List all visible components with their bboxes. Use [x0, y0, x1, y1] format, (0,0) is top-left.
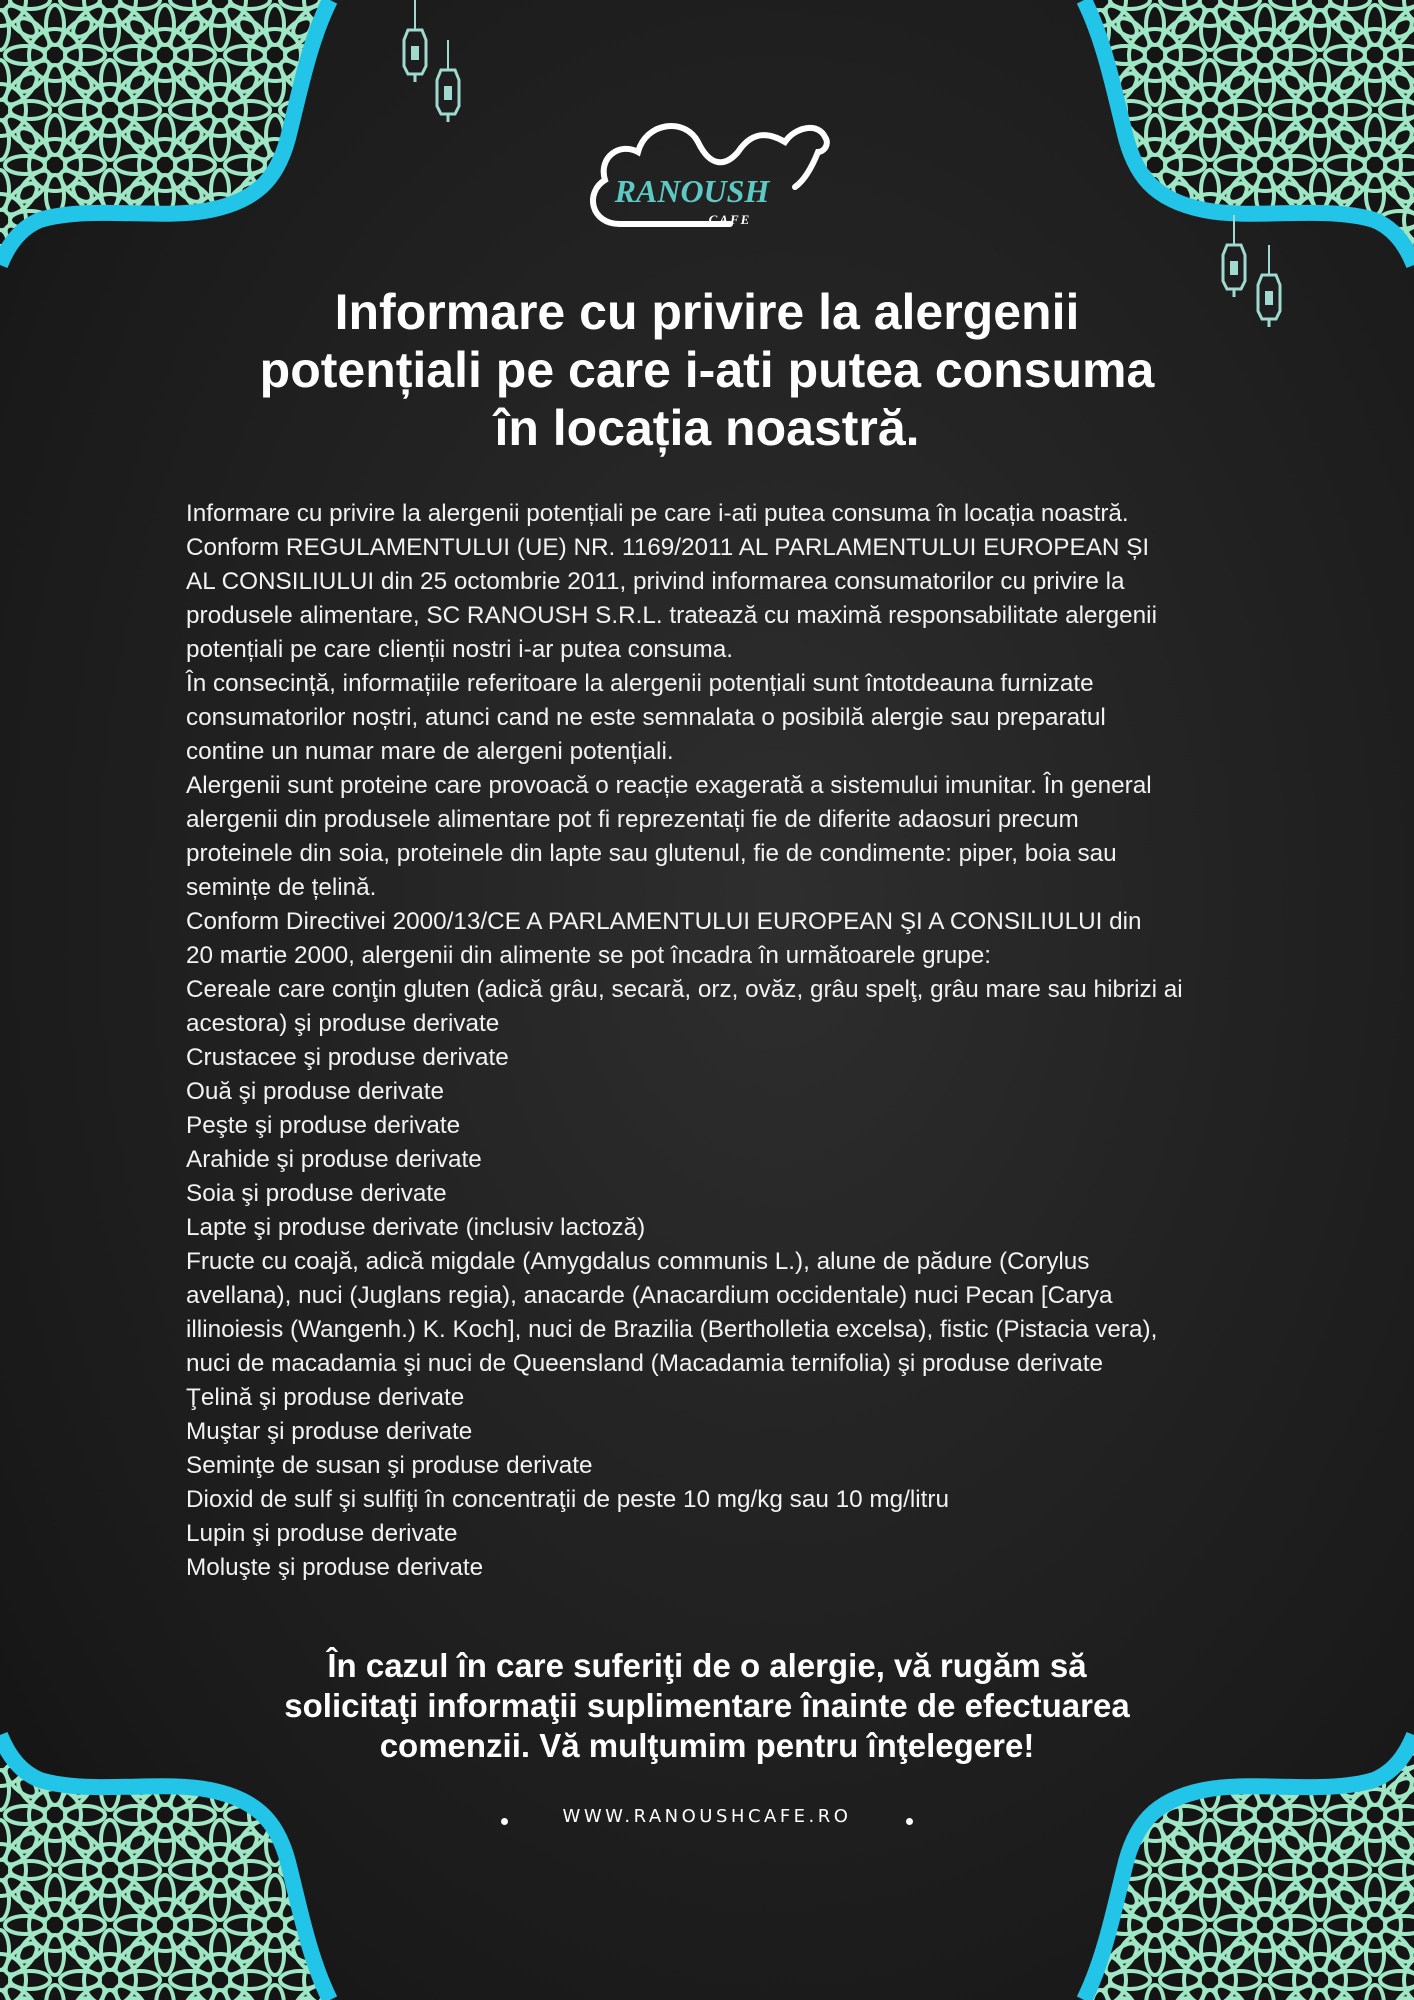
body-line: În consecință, informațiile referitoare la alergenii potențiali sunt întotdeauna furnizate [186, 670, 1094, 697]
body-line: produsele alimentare, SC RANOUSH S.R.L. tratează cu maximă responsabilitate alergenii [186, 602, 1157, 629]
title-line: potențiali pe care i-ati putea consuma [259, 342, 1155, 398]
allergen-info-text [186, 497, 1246, 1585]
allergen-item: illinoiesis (Wangenh.) K. Koch], nuci de Brazilia (Bertholletia excelsa), fistic (Pistacia vera), [186, 1316, 1158, 1343]
title-line: în locația noastră. [494, 400, 920, 456]
body-line: potențiali pe care clienții nostri i-ar putea consuma. [186, 636, 733, 663]
closing-line: comenzii. Vă mulţumim pentru înţelegere! [379, 1727, 1035, 1764]
body-line: Conform REGULAMENTULUI (UE) NR. 1169/2011 AL PARLAMENTULUI EUROPEAN ȘI [186, 534, 1150, 561]
closing-note [200, 1646, 1214, 1766]
bullet-dot [906, 1818, 913, 1825]
page-title [200, 283, 1214, 457]
allergen-item: Fructe cu coajă, adică migdale (Amygdalus communis L.), alune de pădure (Corylus [186, 1248, 1090, 1275]
body-line: contine un numar mare de alergeni potențiali. [186, 738, 674, 765]
allergen-item: avellana), nuci (Juglans regia), anacarde (Anacardium occidentale) nuci Pecan [Carya [186, 1282, 1113, 1309]
allergen-item: Arahide şi produse derivate [186, 1146, 482, 1173]
allergen-item: Cereale care conţin gluten (adică grâu, secară, orz, ovăz, grâu spelţ, grâu mare sau hibrizi ai [186, 976, 1183, 1003]
lantern-icon [404, 0, 426, 82]
website-link[interactable]: WWW.RANOUSHCAFE.RO [562, 1806, 852, 1827]
body-line: semințe de țelină. [186, 874, 377, 901]
allergen-item: Peşte şi produse derivate [186, 1112, 461, 1139]
body-line: proteinele din soia, proteinele din lapte sau glutenul, fie de condimente: piper, boia sau [186, 840, 1117, 867]
body-line: alergenii din produsele alimentare pot fi reprezentați fie de diferite adaosuri precum [186, 806, 1079, 833]
allergen-item: Seminţe de susan şi produse derivate [186, 1452, 593, 1479]
closing-line: solicitaţi informaţii suplimentare înainte de efectuarea [284, 1687, 1130, 1724]
body-line: Informare cu privire la alergenii potențiali pe care i-ati putea consuma în locația noastră. [186, 500, 1129, 527]
title-line: Informare cu privire la alergenii [334, 284, 1080, 340]
allergen-item: Crustacee şi produse derivate [186, 1044, 509, 1071]
logo-sub: CAFE [708, 212, 752, 227]
allergen-item: Dioxid de sulf şi sulfiţi în concentraţii de peste 10 mg/kg sau 10 mg/litru [186, 1486, 950, 1513]
body-line: consumatorilor noștri, atunci cand ne este semnalata o posibilă alergie sau preparatul [186, 704, 1106, 731]
lantern-icon [1258, 245, 1280, 327]
allergen-item: Ouă şi produse derivate [186, 1078, 444, 1105]
lantern-icon [437, 40, 459, 122]
allergen-item: Moluşte şi produse derivate [186, 1554, 484, 1581]
closing-line: În cazul în care suferiţi de o alergie, vă rugăm să [327, 1647, 1087, 1684]
lantern-icon [1223, 215, 1245, 297]
allergen-item: Ţelină şi produse derivate [186, 1384, 465, 1411]
allergen-item: Soia şi produse derivate [186, 1180, 447, 1207]
body-line: Alergenii sunt proteine care provoacă o reacție exagerată a sistemului imunitar. În general [186, 772, 1152, 799]
logo-name: RANOUSH [614, 173, 770, 209]
allergen-item: Lapte şi produse derivate (inclusiv lactoză) [186, 1214, 646, 1241]
body-line: 20 martie 2000, alergenii din alimente se pot încadra în următoarele grupe: [186, 942, 991, 969]
ranoush-logo [580, 112, 840, 237]
allergen-item: acestora) şi produse derivate [186, 1010, 500, 1037]
allergen-item: Muştar şi produse derivate [186, 1418, 473, 1445]
body-line: AL CONSILIULUI din 25 octombrie 2011, privind informarea consumatorilor cu privire la [186, 568, 1125, 595]
body-line: Conform Directivei 2000/13/CE A PARLAMENTULUI EUROPEAN ŞI A CONSILIULUI din [186, 908, 1142, 935]
allergen-item: nuci de macadamia şi nuci de Queensland (Macadamia ternifolia) şi produse derivate [186, 1350, 1104, 1377]
allergen-item: Lupin şi produse derivate [186, 1520, 458, 1547]
